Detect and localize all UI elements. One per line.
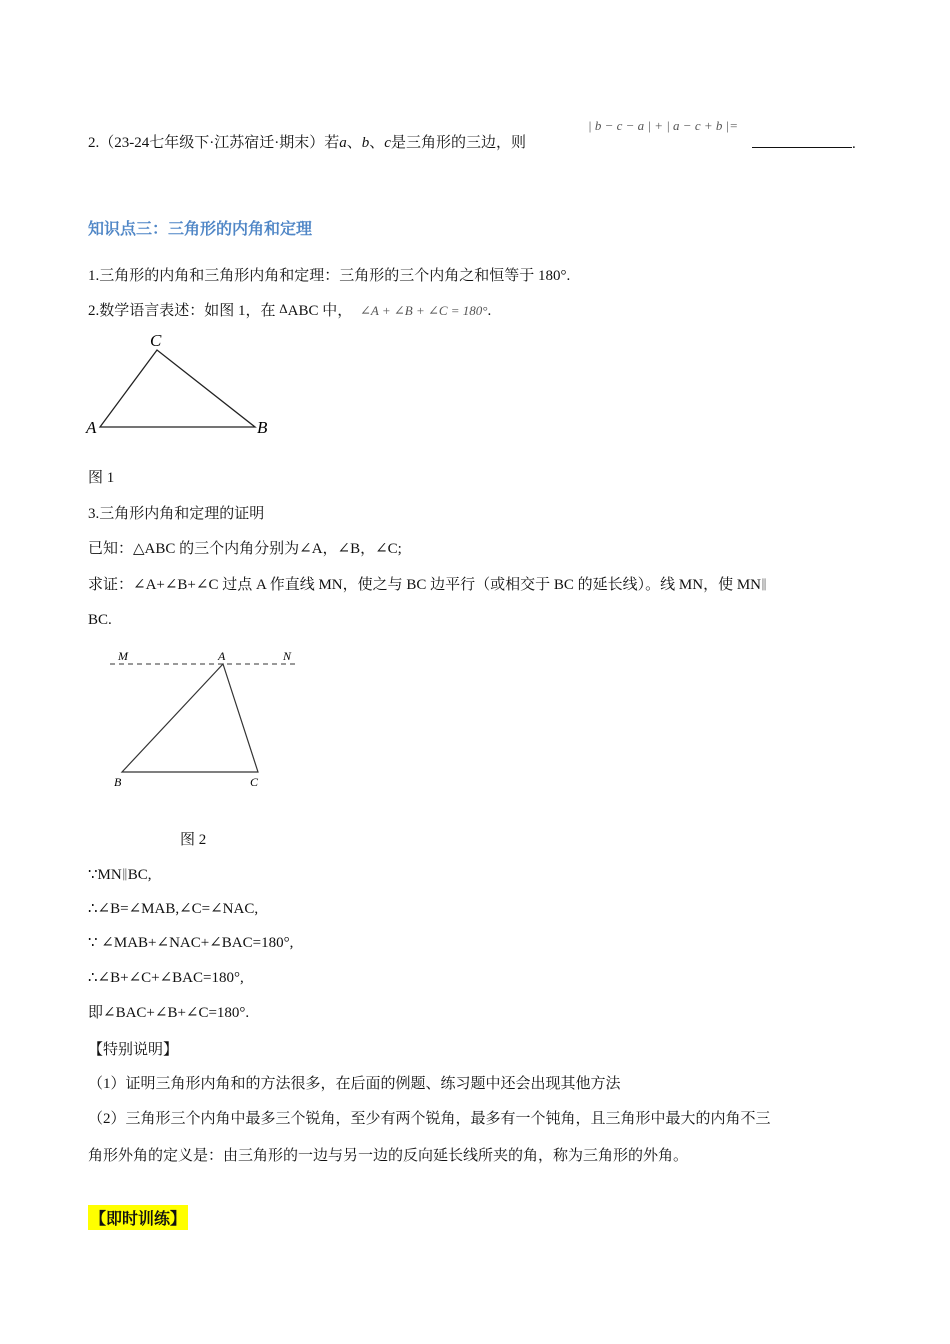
label-n: N (283, 649, 292, 663)
answer-blank[interactable] (752, 133, 852, 148)
parallel-symbol: ∥ (761, 577, 768, 592)
p2-formula: ∠A + ∠B + ∠C = 180° (359, 303, 488, 318)
special-title: 【特别说明】 (88, 1042, 179, 1058)
figure-1-triangle (80, 328, 280, 438)
question-2-formula: | b − c − a | + | a − c + b |= (588, 118, 738, 133)
label-b-2: B (114, 775, 122, 789)
proof-line-1-suffix: BC, (127, 867, 152, 883)
question-2-prefix: 2.（23-24七年级下·江苏宿迁·期末）若 (88, 135, 340, 151)
proof-line-2: ∴∠B=∠MAB,∠C=∠NAC, (88, 901, 259, 917)
figure-1-caption: 图 1 (88, 470, 115, 486)
prove-statement (88, 575, 767, 595)
p2-end: . (487, 303, 492, 319)
practice-heading: 【即时训练】 (88, 1205, 188, 1230)
label-a: A (86, 418, 97, 437)
sep-2: 、 (369, 135, 385, 151)
parallel-symbol-2: ∥ (121, 867, 128, 882)
var-c: c (384, 135, 391, 151)
triangle-abc-shape (100, 350, 255, 427)
p2-mid: ABC 中， (287, 303, 353, 319)
label-a-2: A (218, 649, 226, 663)
label-m: M (118, 649, 128, 663)
proof-line-1 (88, 865, 152, 885)
figure-2-triangle (100, 645, 310, 795)
triangle-symbol: Δ (279, 301, 288, 316)
sep-1: 、 (346, 135, 362, 151)
answer-blank-line[interactable] (752, 133, 856, 154)
var-b: b (361, 135, 370, 151)
special-item-2: （2）三角形三个内角中最多三个锐角，至少有两个锐角，最多有一个钝角，且三角形中最大的内角不三 (88, 1111, 771, 1127)
prove-line-2: BC. (88, 612, 112, 628)
label-b: B (257, 418, 268, 437)
p2-prefix: 2.数学语言表述：如图 1，在 (88, 303, 276, 319)
var-a: a (339, 135, 347, 151)
paragraph-2 (88, 299, 491, 321)
prove-line-1: 求证：∠A+∠B+∠C 过点 A 作直线 MN，使之与 BC 边平行（或相交于 BC 的延长线）。线 MN，使 MN (88, 577, 762, 593)
question-2-end: . (852, 136, 856, 152)
triangle-abc-shape-2 (122, 664, 258, 772)
proof-line-3: ∵ ∠MAB+∠NAC+∠BAC=180°, (88, 935, 294, 951)
proof-line-1-prefix: ∵MN (88, 867, 122, 883)
figure-2-caption: 图 2 (180, 832, 207, 848)
section-heading: 知识点三：三角形的内角和定理 (88, 219, 313, 238)
proof-line-5: 即∠BAC+∠B+∠C=180°. (88, 1005, 250, 1021)
label-c: C (150, 331, 162, 350)
known-statement: 已知：△ABC 的三个内角分别为∠A，∠B，∠C; (88, 541, 402, 557)
question-2 (88, 133, 526, 153)
paragraph-1: 1.三角形的内角和三角形内角和定理：三角形的三个内角之和恒等于 180°. (88, 268, 571, 284)
paragraph-3: 3.三角形内角和定理的证明 (88, 506, 265, 522)
special-item-1: （1）证明三角形内角和的方法很多，在后面的例题、练习题中还会出现其他方法 (88, 1076, 621, 1092)
question-2-middle: 是三角形的三边，则 (390, 135, 526, 151)
proof-line-4: ∴∠B+∠C+∠BAC=180°, (88, 970, 244, 986)
label-c-2: C (250, 775, 259, 789)
special-item-3: 角形外角的定义是：由三角形的一边与另一边的反向延长线所夹的角，称为三角形的外角。 (88, 1148, 689, 1164)
